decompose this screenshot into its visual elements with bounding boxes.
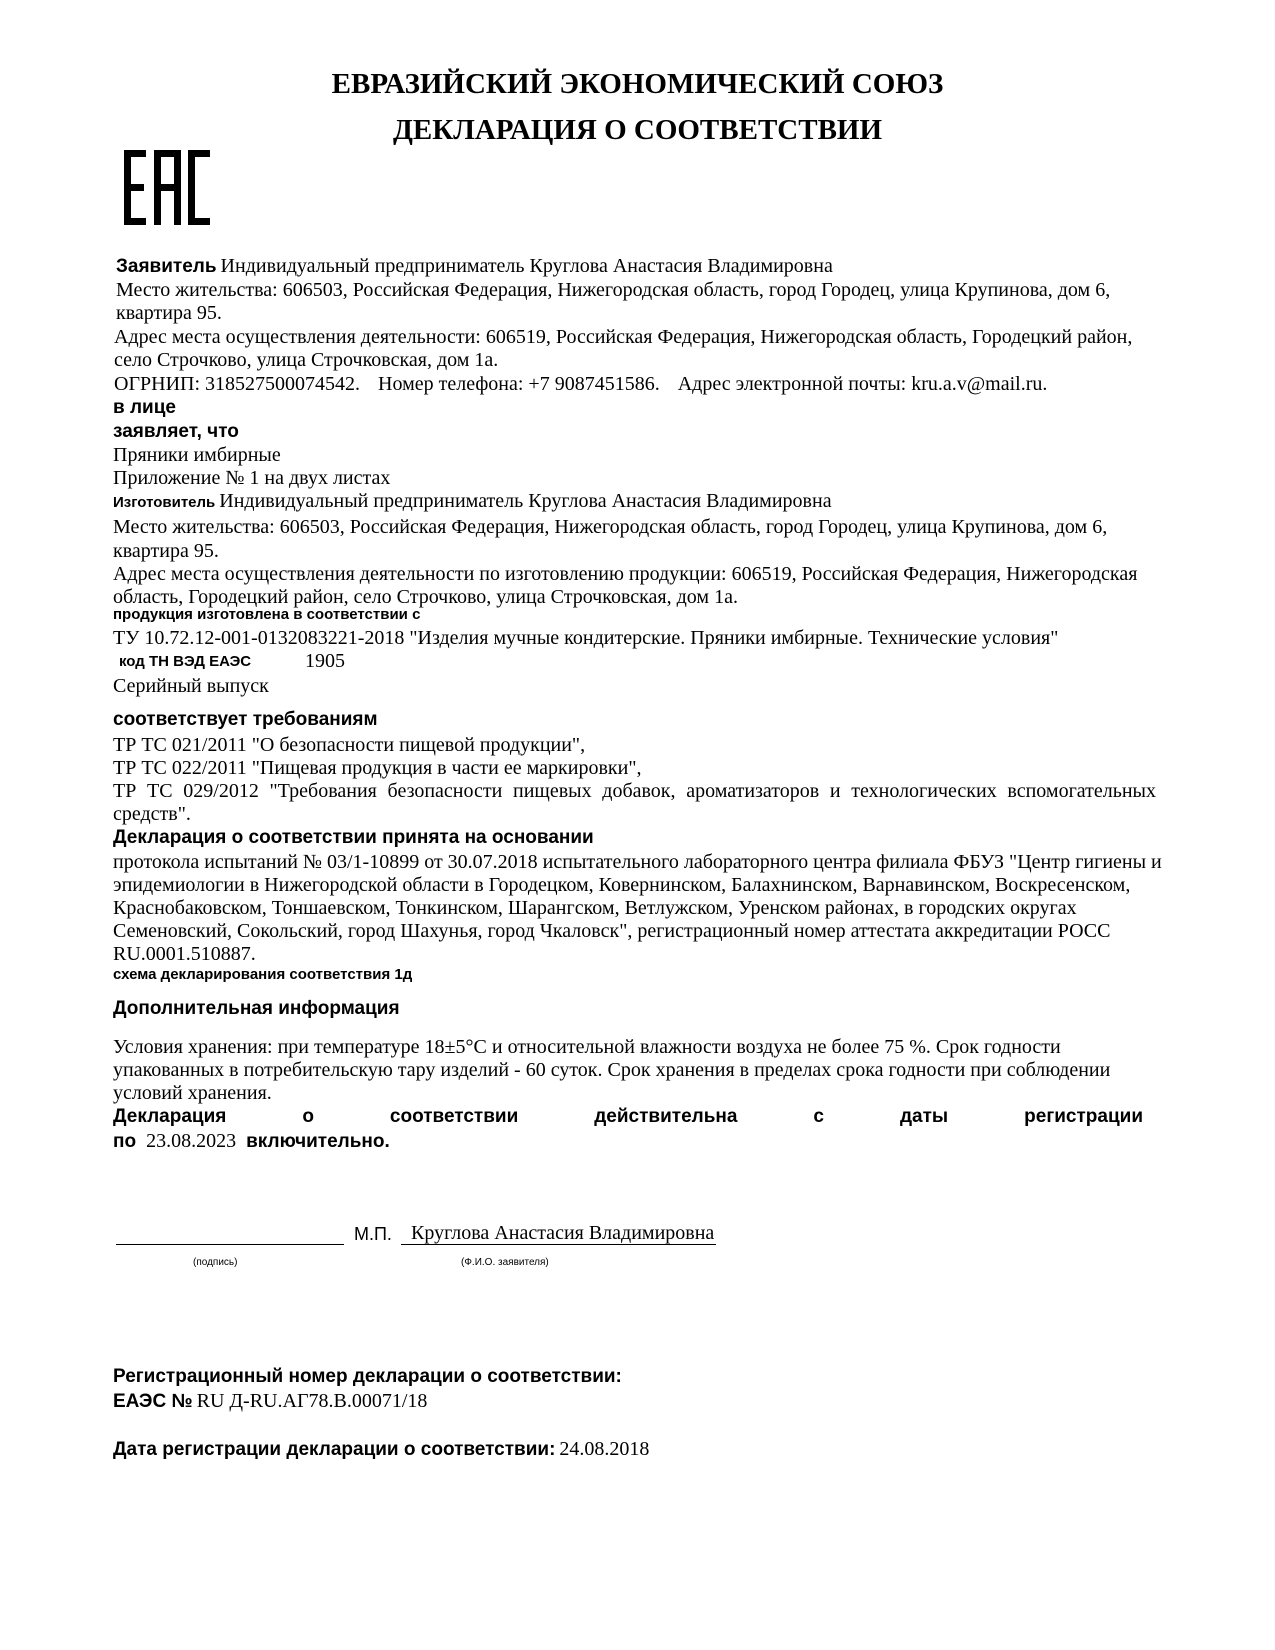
eaes-label: ЕАЭС № [113, 1391, 193, 1412]
applicant-row [116, 254, 833, 279]
tr-029-line2: средств". [113, 803, 191, 825]
registration-date: 24.08.2018 [559, 1438, 650, 1460]
basis-label: Декларация о соответствии принята на основании [113, 827, 594, 848]
manufacturer-row [113, 489, 832, 513]
product-appendix: Приложение № 1 на двух листах [113, 467, 391, 489]
in-person-label: в лице [113, 397, 176, 418]
applicant-residence-line2: квартира 95. [116, 302, 222, 324]
phone: Номер телефона: +7 9087451586. [378, 373, 660, 395]
storage-line3: условий хранения. [113, 1082, 272, 1104]
tr-029-line1: ТР ТС 029/2012 "Требования безопасности пищевых добавок, ароматизаторов и технологических вспомогательных [113, 780, 1156, 802]
eac-mark-icon [124, 150, 210, 225]
union-title: ЕВРАЗИЙСКИЙ ЭКОНОМИЧЕСКИЙ СОЮЗ [331, 68, 944, 100]
storage-line1: Условия хранения: при температуре 18±5°С и относительной влажности воздуха не более 75 %. Срок годности [113, 1036, 1061, 1058]
eac-logo [124, 150, 210, 225]
manufacturer-name: Индивидуальный предприниматель Круглова Анастасия Владимировна [219, 490, 832, 512]
registration-number-row [113, 1389, 427, 1414]
registration-date-label: Дата регистрации декларации о соответствии: [113, 1439, 556, 1460]
applicant-activity-line1: Адрес места осуществления деятельности: 606519, Российская Федерация, Нижегородская область, Городецкий район, [114, 326, 1133, 348]
signature-caption: (подпись) [193, 1257, 238, 1268]
release-type: Серийный выпуск [113, 675, 269, 697]
validity-line: Декларация о соответствии действительна с даты регистрации [113, 1106, 1143, 1127]
standard-label: продукция изготовлена в соответствии с [113, 606, 421, 623]
tr-021: ТР ТС 021/2011 "О безопасности пищевой продукции", [113, 734, 586, 756]
validity-inclusive: включительно. [246, 1131, 390, 1152]
applicant-residence-line1: Место жительства: 606503, Российская Федерация, Нижегородская область, город Городец, улица Крупинова, дом 6, [116, 279, 1111, 301]
standard: ТУ 10.72.12-001-0132083221-2018 "Изделия мучные кондитерские. Пряники имбирные. Технические условия" [113, 627, 1059, 649]
fio-caption: (Ф.И.О. заявителя) [461, 1257, 549, 1268]
requirements-label: соответствует требованиям [113, 709, 378, 730]
applicant-label: Заявитель [116, 256, 217, 277]
validity-until-row [113, 1129, 390, 1154]
production-address-line1: Адрес места осуществления деятельности по изготовлению продукции: 606519, Российская Федерация, Нижегородская [113, 563, 1138, 585]
basis-line3: Краснобаковском, Тоншаевском, Тонкинском, Шарангском, Ветлужском, Уренском районах, в городских округах [113, 897, 1077, 919]
tr-022: ТР ТС 022/2011 "Пищевая продукция в части ее маркировки", [113, 757, 642, 779]
validity-date: 23.08.2023 [146, 1130, 237, 1152]
applicant-activity-line2: село Строчково, улица Строчковская, дом 1а. [114, 349, 499, 371]
manufacturer-residence-line2: квартира 95. [113, 540, 219, 562]
document-title: ДЕКЛАРАЦИЯ О СООТВЕТСТВИИ [392, 114, 883, 146]
production-address-line2: область, Городецкий район, село Строчково, улица Строчковская, дом 1а. [113, 586, 738, 608]
storage-line2: упакованных в потребительскую тару изделий - 60 суток. Срок хранения в пределах срока годности при соблюдении [113, 1059, 1111, 1081]
manufacturer-residence-line1: Место жительства: 606503, Российская Федерация, Нижегородская область, город Городец, улица Крупинова, дом 6, [113, 516, 1108, 538]
tnved-code: 1905 [305, 650, 345, 672]
tnved-label: код ТН ВЭД ЕАЭС [119, 653, 252, 670]
registration-number: RU Д-RU.АГ78.В.00071/18 [196, 1390, 428, 1412]
registration-date-row [113, 1437, 649, 1462]
basis-line5: RU.0001.510887. [113, 943, 256, 965]
manufacturer-label: Изготовитель [113, 494, 216, 511]
registration-number-label: Регистрационный номер декларации о соответствии: [113, 1366, 622, 1387]
ogrnip: ОГРНИП: 318527500074542. [114, 373, 361, 395]
applicant-name: Индивидуальный предприниматель Круглова Анастасия Владимировна [220, 255, 833, 277]
applicant-contacts [114, 372, 1047, 396]
basis-line2: эпидемиологии в Нижегородской области в Городецком, Ковернинском, Балахнинском, Варнавинском, Воскресенском, [113, 874, 1131, 896]
signatory-name: Круглова Анастасия Владимировна [401, 1223, 716, 1245]
product-name: Пряники имбирные [113, 444, 281, 466]
stamp-label: М.П. [354, 1224, 392, 1244]
validity-by-label: по [113, 1131, 137, 1152]
basis-line1: протокола испытаний № 03/1-10899 от 30.07.2018 испытательного лабораторного центра филиала ФБУЗ "Центр гигиены и [113, 851, 1162, 873]
email: Адрес электронной почты: kru.a.v@mail.ru. [677, 373, 1048, 395]
declares-label: заявляет, что [113, 421, 239, 442]
declaration-scheme: схема декларирования соответствия 1д [113, 966, 413, 983]
basis-line4: Семеновский, Сокольский, город Шахунья, город Чкаловск", регистрационный номер аттестата аккредитации РОСС [113, 920, 1111, 942]
signature-line [116, 1244, 344, 1245]
additional-info-label: Дополнительная информация [113, 998, 400, 1019]
